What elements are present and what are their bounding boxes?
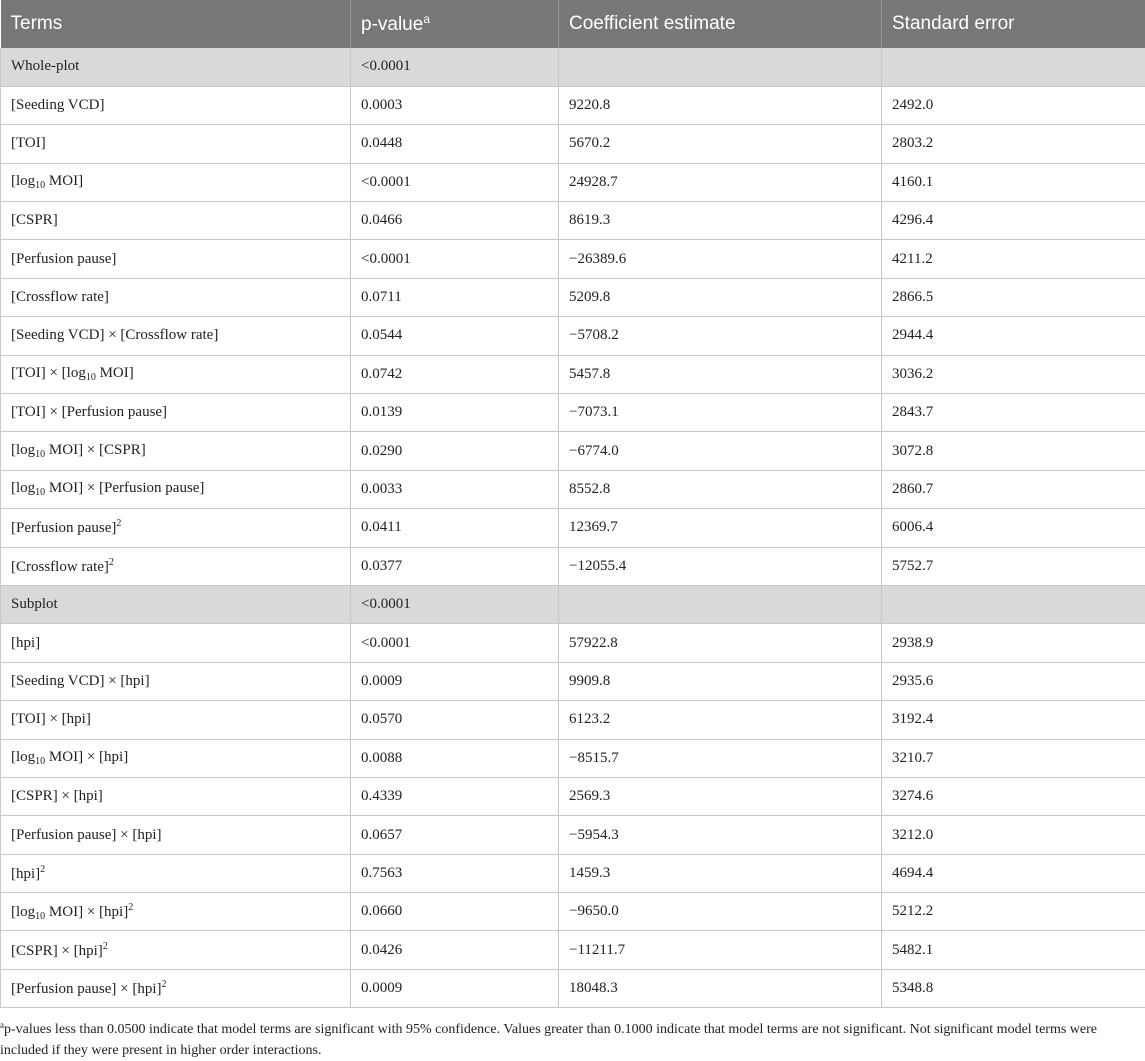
term-cell xyxy=(1,163,351,201)
header-pvalue-label: p-value xyxy=(361,14,423,35)
table-header-row xyxy=(1,0,1145,48)
pvalue-cell: <0.0001 xyxy=(351,163,559,201)
table-row xyxy=(1,355,1145,393)
term-text-suffix: MOI] × [hpi] xyxy=(45,904,128,920)
term-text-suffix: MOI] xyxy=(45,173,83,189)
standard-error-cell xyxy=(882,48,1145,86)
term-cell: [CSPR] × [hpi] xyxy=(1,777,351,815)
standard-error-cell: 5212.2 xyxy=(882,893,1145,931)
term-subscript: 10 xyxy=(86,372,96,383)
coefficient-cell: 6123.2 xyxy=(559,701,882,739)
term-superscript: 2 xyxy=(162,979,167,990)
term-cell: [Perfusion pause] xyxy=(1,240,351,278)
pvalue-cell: 0.0290 xyxy=(351,432,559,470)
term-text: [log xyxy=(11,749,35,765)
term-cell xyxy=(1,969,351,1007)
coefficient-cell: 57922.8 xyxy=(559,624,882,662)
term-text: [log xyxy=(11,904,35,920)
pvalue-cell: 0.0711 xyxy=(351,278,559,316)
standard-error-cell: 4694.4 xyxy=(882,854,1145,892)
term-cell: [TOI] × [Perfusion pause] xyxy=(1,394,351,432)
term-cell xyxy=(1,739,351,777)
term-cell xyxy=(1,893,351,931)
term-cell: [Seeding VCD] × [Crossflow rate] xyxy=(1,317,351,355)
table-row xyxy=(1,470,1145,508)
pvalue-cell: 0.0009 xyxy=(351,662,559,700)
term-text: [Perfusion pause] × [hpi] xyxy=(11,981,162,997)
pvalue-cell: 0.0411 xyxy=(351,509,559,547)
table-row xyxy=(1,86,1145,124)
table-row xyxy=(1,432,1145,470)
standard-error-cell: 3072.8 xyxy=(882,432,1145,470)
table-row xyxy=(1,777,1145,815)
term-cell: [TOI] xyxy=(1,125,351,163)
pvalue-cell: 0.0657 xyxy=(351,816,559,854)
standard-error-cell: 2843.7 xyxy=(882,394,1145,432)
standard-error-cell: 2860.7 xyxy=(882,470,1145,508)
table-row xyxy=(1,969,1145,1007)
pvalue-cell: 0.0570 xyxy=(351,701,559,739)
pvalue-cell: 0.0009 xyxy=(351,969,559,1007)
table-row xyxy=(1,394,1145,432)
term-text: [Crossflow rate] xyxy=(11,559,109,575)
coefficient-cell: −5954.3 xyxy=(559,816,882,854)
coefficient-cell: −11211.7 xyxy=(559,931,882,969)
footnote-marker: a xyxy=(0,1020,4,1030)
pvalue-cell: 0.0088 xyxy=(351,739,559,777)
term-subscript: 10 xyxy=(35,911,45,922)
table-row xyxy=(1,509,1145,547)
term-cell xyxy=(1,470,351,508)
coefficient-cell xyxy=(559,585,882,623)
coefficient-cell: −8515.7 xyxy=(559,739,882,777)
pvalue-cell: 0.0660 xyxy=(351,893,559,931)
coefficient-cell: 1459.3 xyxy=(559,854,882,892)
standard-error-cell: 5752.7 xyxy=(882,547,1145,585)
coefficient-cell: −26389.6 xyxy=(559,240,882,278)
term-superscript: 2 xyxy=(116,518,121,529)
table-row xyxy=(1,240,1145,278)
pvalue-cell: 0.4339 xyxy=(351,777,559,815)
standard-error-cell: 3212.0 xyxy=(882,816,1145,854)
term-cell xyxy=(1,432,351,470)
standard-error-cell: 2935.6 xyxy=(882,662,1145,700)
table-row xyxy=(1,163,1145,201)
coefficient-cell: −6774.0 xyxy=(559,432,882,470)
standard-error-cell: 2803.2 xyxy=(882,125,1145,163)
term-subscript: 10 xyxy=(35,756,45,767)
coefficient-cell: 9220.8 xyxy=(559,86,882,124)
table-row xyxy=(1,547,1145,585)
term-cell xyxy=(1,854,351,892)
standard-error-cell: 2866.5 xyxy=(882,278,1145,316)
pvalue-cell: 0.0377 xyxy=(351,547,559,585)
term-text-suffix: MOI] × [CSPR] xyxy=(45,442,146,458)
term-text: [TOI] × [log xyxy=(11,365,86,381)
standard-error-cell: 4211.2 xyxy=(882,240,1145,278)
coefficient-cell: 5457.8 xyxy=(559,355,882,393)
coefficient-cell: 12369.7 xyxy=(559,509,882,547)
term-cell: [CSPR] xyxy=(1,202,351,240)
footnote xyxy=(0,1015,1140,1061)
table-row xyxy=(1,624,1145,662)
coefficient-cell: 8552.8 xyxy=(559,470,882,508)
coefficient-cell: 8619.3 xyxy=(559,202,882,240)
term-text: [log xyxy=(11,442,35,458)
term-cell xyxy=(1,931,351,969)
standard-error-cell: 2938.9 xyxy=(882,624,1145,662)
table-row xyxy=(1,701,1145,739)
term-cell: [Seeding VCD] × [hpi] xyxy=(1,662,351,700)
standard-error-cell: 5348.8 xyxy=(882,969,1145,1007)
term-text: [Perfusion pause] xyxy=(11,520,116,536)
term-cell: [hpi] xyxy=(1,624,351,662)
table-row xyxy=(1,125,1145,163)
table-row xyxy=(1,662,1145,700)
table-row xyxy=(1,854,1145,892)
coefficient-cell xyxy=(559,48,882,86)
coefficient-cell: 18048.3 xyxy=(559,969,882,1007)
term-cell: [TOI] × [hpi] xyxy=(1,701,351,739)
term-cell: [Perfusion pause] × [hpi] xyxy=(1,816,351,854)
pvalue-cell: 0.0033 xyxy=(351,470,559,508)
standard-error-cell xyxy=(882,585,1145,623)
coefficient-cell: 2569.3 xyxy=(559,777,882,815)
pvalue-cell: <0.0001 xyxy=(351,240,559,278)
term-text-suffix: MOI] × [Perfusion pause] xyxy=(45,480,204,496)
term-cell: Subplot xyxy=(1,585,351,623)
term-text-suffix: MOI] xyxy=(96,365,134,381)
standard-error-cell: 3210.7 xyxy=(882,739,1145,777)
standard-error-cell: 3192.4 xyxy=(882,701,1145,739)
pvalue-cell: 0.0466 xyxy=(351,202,559,240)
coefficient-cell: −5708.2 xyxy=(559,317,882,355)
header-coefficient: Coefficient estimate xyxy=(559,0,882,48)
table-row xyxy=(1,317,1145,355)
coefficient-cell: 9909.8 xyxy=(559,662,882,700)
term-subscript: 10 xyxy=(35,449,45,460)
term-superscript: 2 xyxy=(40,864,45,875)
header-standard-error: Standard error xyxy=(882,0,1145,48)
coefficient-cell: 24928.7 xyxy=(559,163,882,201)
term-cell xyxy=(1,355,351,393)
table-row xyxy=(1,893,1145,931)
footnote-text: p-values less than 0.0500 indicate that model terms are significant with 95% confidence. Values greater than 0.1000 indicate that model terms are not significant. Not significant model terms were included if they were present in higher order interactions. xyxy=(0,1022,1097,1058)
coefficient-cell: −9650.0 xyxy=(559,893,882,931)
term-text: [log xyxy=(11,173,35,189)
header-terms: Terms xyxy=(1,0,351,48)
group-row xyxy=(1,48,1145,86)
pvalue-cell: 0.0139 xyxy=(351,394,559,432)
pvalue-cell: 0.0448 xyxy=(351,125,559,163)
term-text: [log xyxy=(11,480,35,496)
standard-error-cell: 2492.0 xyxy=(882,86,1145,124)
pvalue-cell: 0.7563 xyxy=(351,854,559,892)
pvalue-cell: 0.0544 xyxy=(351,317,559,355)
table-body xyxy=(1,48,1145,1008)
term-cell xyxy=(1,509,351,547)
term-cell: [Seeding VCD] xyxy=(1,86,351,124)
standard-error-cell: 3274.6 xyxy=(882,777,1145,815)
standard-error-cell: 3036.2 xyxy=(882,355,1145,393)
term-cell: [Crossflow rate] xyxy=(1,278,351,316)
coefficient-cell: −7073.1 xyxy=(559,394,882,432)
group-row xyxy=(1,585,1145,623)
pvalue-cell: <0.0001 xyxy=(351,48,559,86)
coefficient-cell: 5209.8 xyxy=(559,278,882,316)
pvalue-cell: 0.0003 xyxy=(351,86,559,124)
term-superscript: 2 xyxy=(109,557,114,568)
table-row xyxy=(1,202,1145,240)
pvalue-cell: <0.0001 xyxy=(351,585,559,623)
coefficient-cell: −12055.4 xyxy=(559,547,882,585)
term-superscript: 2 xyxy=(128,902,133,913)
header-pvalue xyxy=(351,0,559,48)
table-row xyxy=(1,931,1145,969)
table-row xyxy=(1,278,1145,316)
standard-error-cell: 2944.4 xyxy=(882,317,1145,355)
term-text-suffix: MOI] × [hpi] xyxy=(45,749,128,765)
term-subscript: 10 xyxy=(35,180,45,191)
header-pvalue-marker: a xyxy=(423,12,430,26)
term-text: [hpi] xyxy=(11,866,40,882)
term-cell xyxy=(1,547,351,585)
term-text: [CSPR] × [hpi] xyxy=(11,943,103,959)
standard-error-cell: 4296.4 xyxy=(882,202,1145,240)
term-superscript: 2 xyxy=(103,941,108,952)
term-cell: Whole-plot xyxy=(1,48,351,86)
pvalue-cell: <0.0001 xyxy=(351,624,559,662)
table-row xyxy=(1,739,1145,777)
pvalue-cell: 0.0426 xyxy=(351,931,559,969)
coefficient-cell: 5670.2 xyxy=(559,125,882,163)
term-subscript: 10 xyxy=(35,487,45,498)
pvalue-cell: 0.0742 xyxy=(351,355,559,393)
standard-error-cell: 4160.1 xyxy=(882,163,1145,201)
standard-error-cell: 6006.4 xyxy=(882,509,1145,547)
standard-error-cell: 5482.1 xyxy=(882,931,1145,969)
table-row xyxy=(1,816,1145,854)
